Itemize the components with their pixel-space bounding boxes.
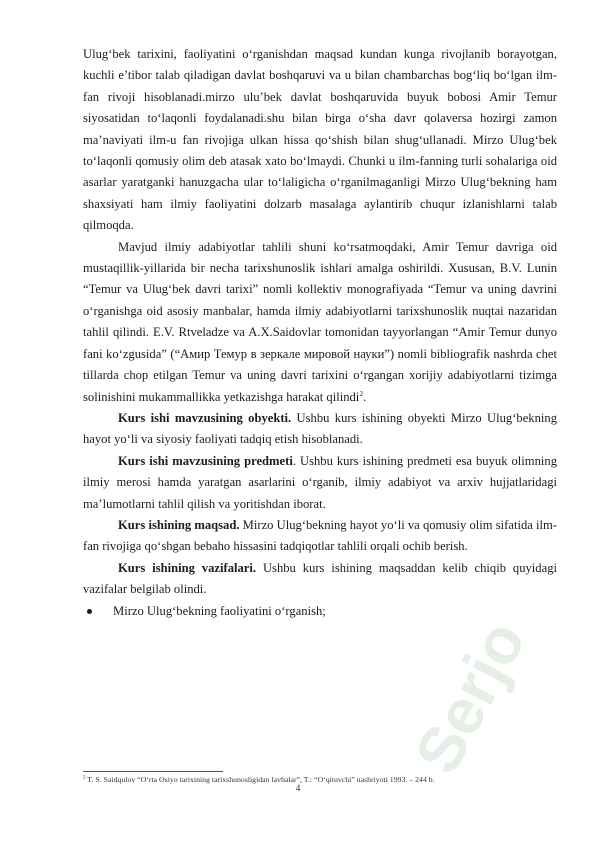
tasks-label: Kurs ishining vazifalari. (118, 560, 257, 575)
literature-end: . (363, 389, 367, 404)
object-text: Ushbu kurs ishining obyekti Mirzo Ulug‘bekning hayot yo‘li va siyosiy faoliyati tadqiq etish hisoblanadi. (83, 410, 557, 447)
list-item-text: Mirzo Ulug‘bekning faoliyatini o‘rganish; (113, 603, 326, 618)
goal-text: Mirzo Ulug‘bekning hayot yo‘li va qomusiy olim sifatida ilm-fan rivojiga qo‘shgan bebaho hissasini tadqiqotlar tahlili orqali ochib berish. (83, 517, 558, 554)
tasks-list (83, 601, 557, 622)
bullet-icon (87, 609, 92, 614)
object-label: Kurs ishi mavzusining obyekti. (118, 410, 292, 425)
list-item (83, 601, 557, 622)
intro-paragraph: Ulug‘bek tarixini, faoliyatini o‘rganishdan maqsad kundan kunga rivojlanib borayotgan, kuchli e’tibor talab qiladigan davlat boshqaruvi va u bilan chambarchas bog‘liq bo‘lgan ilm-fan rivoji hisoblanadi.mirzo ulu’bek davlat boshqaruvida buyuk bobosi Amir Temur siyosatidan to‘laqonli foydalanadi.shu bilan birga o‘sha davr qolaversa hozirgi zamon ma’naviyati ilm-u fan rivojiga ulkan hissa qo‘shish bilan shug‘ullanadi. Mirzo Ulug‘bek to‘laqonli qomusiy olim deb atasak xato bo‘lmaydi. Chunki u ilm-fanning turli sohalariga oid asarlar yaratganki hanuzgacha ular to‘laligicha o‘rganilmaganligi Mirzo Ulug‘bekning ham shaxsiyati ham ilmiy faoliyatini dolzarb masalaga aylantirib chuqur izlanishlarni talab qilmoqda. (83, 47, 557, 233)
subject-label: Kurs ishi mavzusining predmeti (118, 453, 293, 468)
object-paragraph (83, 408, 557, 451)
footnote-divider (83, 771, 223, 772)
tasks-paragraph (83, 558, 557, 601)
watermark-text: Serjo (400, 609, 540, 785)
goal-label: Kurs ishining maqsad. (118, 517, 240, 532)
tasks-text: Ushbu kurs ishining maqsaddan kelib chiqib quyidagi vazifalar belgilab olindi. (83, 560, 557, 597)
subject-paragraph (83, 451, 557, 515)
footnote-text: T. S. Saidqulov “O‘rta Osiyo tarixining tarixshunosligidan lavhalar”, T.: “O‘qituvchi” nashriyoti 1993. – 244 b. (85, 775, 435, 784)
goal-paragraph (83, 515, 557, 558)
literature-paragraph (83, 237, 557, 408)
literature-text: Mavjud ilmiy adabiyotlar tahlili shuni ko‘rsatmoqdaki, Amir Temur davriga oid mustaqillik-yillarida bir necha tarixshunoslik ishlari amalga oshirildi. Xususan, B.V. Lunin “Temur va Ulug‘bek davri tarixi” nomli kollektiv monografiyada “Temur va uning davrini o‘rganishga oid asosiy manbalar, hamda ilmiy adabiyotlarni tarixshunoslik nuqtai nazaridan tahlil qilindi. E.V. Rtveladze va A.X.Saidovlar tomonidan tayyorlangan “Amir Temur dunyo fani ko‘zgusida” (“Амир Темур в зеркале мировой науки”) nomli bibliografik nashrda chet tillarda chop etilgan Temur va uning davri tarixini o‘rgangan xorijiy adabiyotlarni tizimga solinishini mukammallikka yetkazishga harakat qilindi (83, 239, 557, 404)
footnote-number: 2 (83, 775, 86, 781)
page-number: 4 (295, 784, 301, 794)
footnote-ref[interactable]: 2 (359, 388, 364, 398)
subject-text: . Ushbu kurs ishining predmeti esa buyuk olimning ilmiy merosi hamda yaratgan asarlarini o‘rganib, ilmiy adabiyot va arxiv hujjatlaridagi ma’lumotlarni tahlil qilish va yoritishdan iborat. (83, 453, 557, 511)
page-body (83, 44, 557, 622)
